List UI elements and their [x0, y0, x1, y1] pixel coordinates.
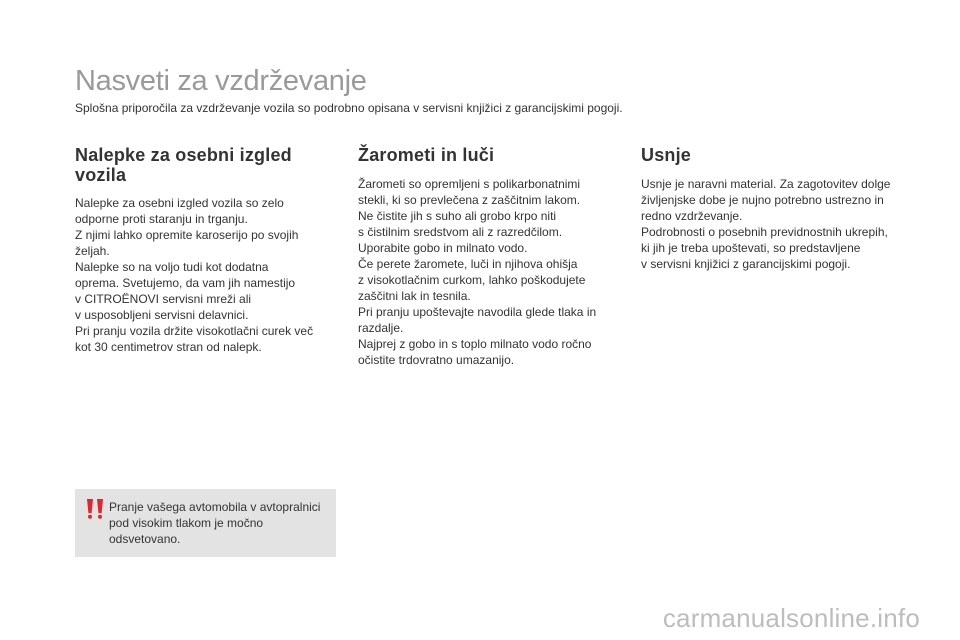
- section-leather: [641, 145, 909, 272]
- section-heading-headlamps: Žarometi in luči: [358, 145, 495, 165]
- section-body-decals: Nalepke za osebni izgled vozila so zelo odporne proti staranju in trganju. Z njimi lahko opremite karoserijo po svojih željah. Nalepke so na voljo tudi kot dodatna oprema. Svetujemo, da vam jih namestijo v CITROËNOVI servisni mreži ali v usposobljeni servisni delavnici. Pri pranju vozila držite visokotlačni curek več kot 30 centimetrov stran od nalepk.: [75, 196, 314, 354]
- section-body-headlamps: Žarometi so opremljeni s polikarbonatnimi stekli, ki so prevlečena z zaščitnim lakom. Ne čistite jih s suho ali grobo krpo niti s čistilnim sredstvom ali z razredčilom. Uporabite gobo in milnato vodo. Če perete žaromete, luči in njihova ohišja z visokotlačnim curkom, lahko poškodujete zaščitni lak in tesnila. Pri pranju upoštevajte navodila glede tlaka in razdalje. Najprej z gobo in s toplo milnato vodo ročno očistite trdovratno umazanijo.: [358, 177, 597, 367]
- section-headlamps: [358, 145, 626, 368]
- warning-exclamation-icon: [85, 498, 105, 520]
- warning-text: Pranje vašega avtomobila v avtopralnici pod visokim tlakom je močno odsvetovano.: [109, 500, 321, 546]
- section-body-leather: Usnje je naravni material. Za zagotovitev dolge življenjske dobe je nujno potrebno ustrezno in redno vzdrževanje. Podrobnosti o posebnih previdnostnih ukrepih, ki jih je treba upoštevati, so predstavljene v servisni knjižici z garancijskimi pogoji.: [641, 177, 891, 271]
- watermark: carmanualsonline.info: [662, 603, 920, 633]
- intro-text: Splošna priporočila za vzdrževanje vozila so podrobno opisana v servisni knjižici z garancijskimi pogoji.: [75, 101, 623, 115]
- section-heading-decals: Nalepke za osebni izgled vozila: [75, 145, 292, 185]
- section-decals: [75, 145, 343, 355]
- page-title: Nasveti za vzdrževanje: [75, 65, 367, 97]
- warning-box: [75, 489, 336, 557]
- section-heading-leather: Usnje: [641, 145, 692, 165]
